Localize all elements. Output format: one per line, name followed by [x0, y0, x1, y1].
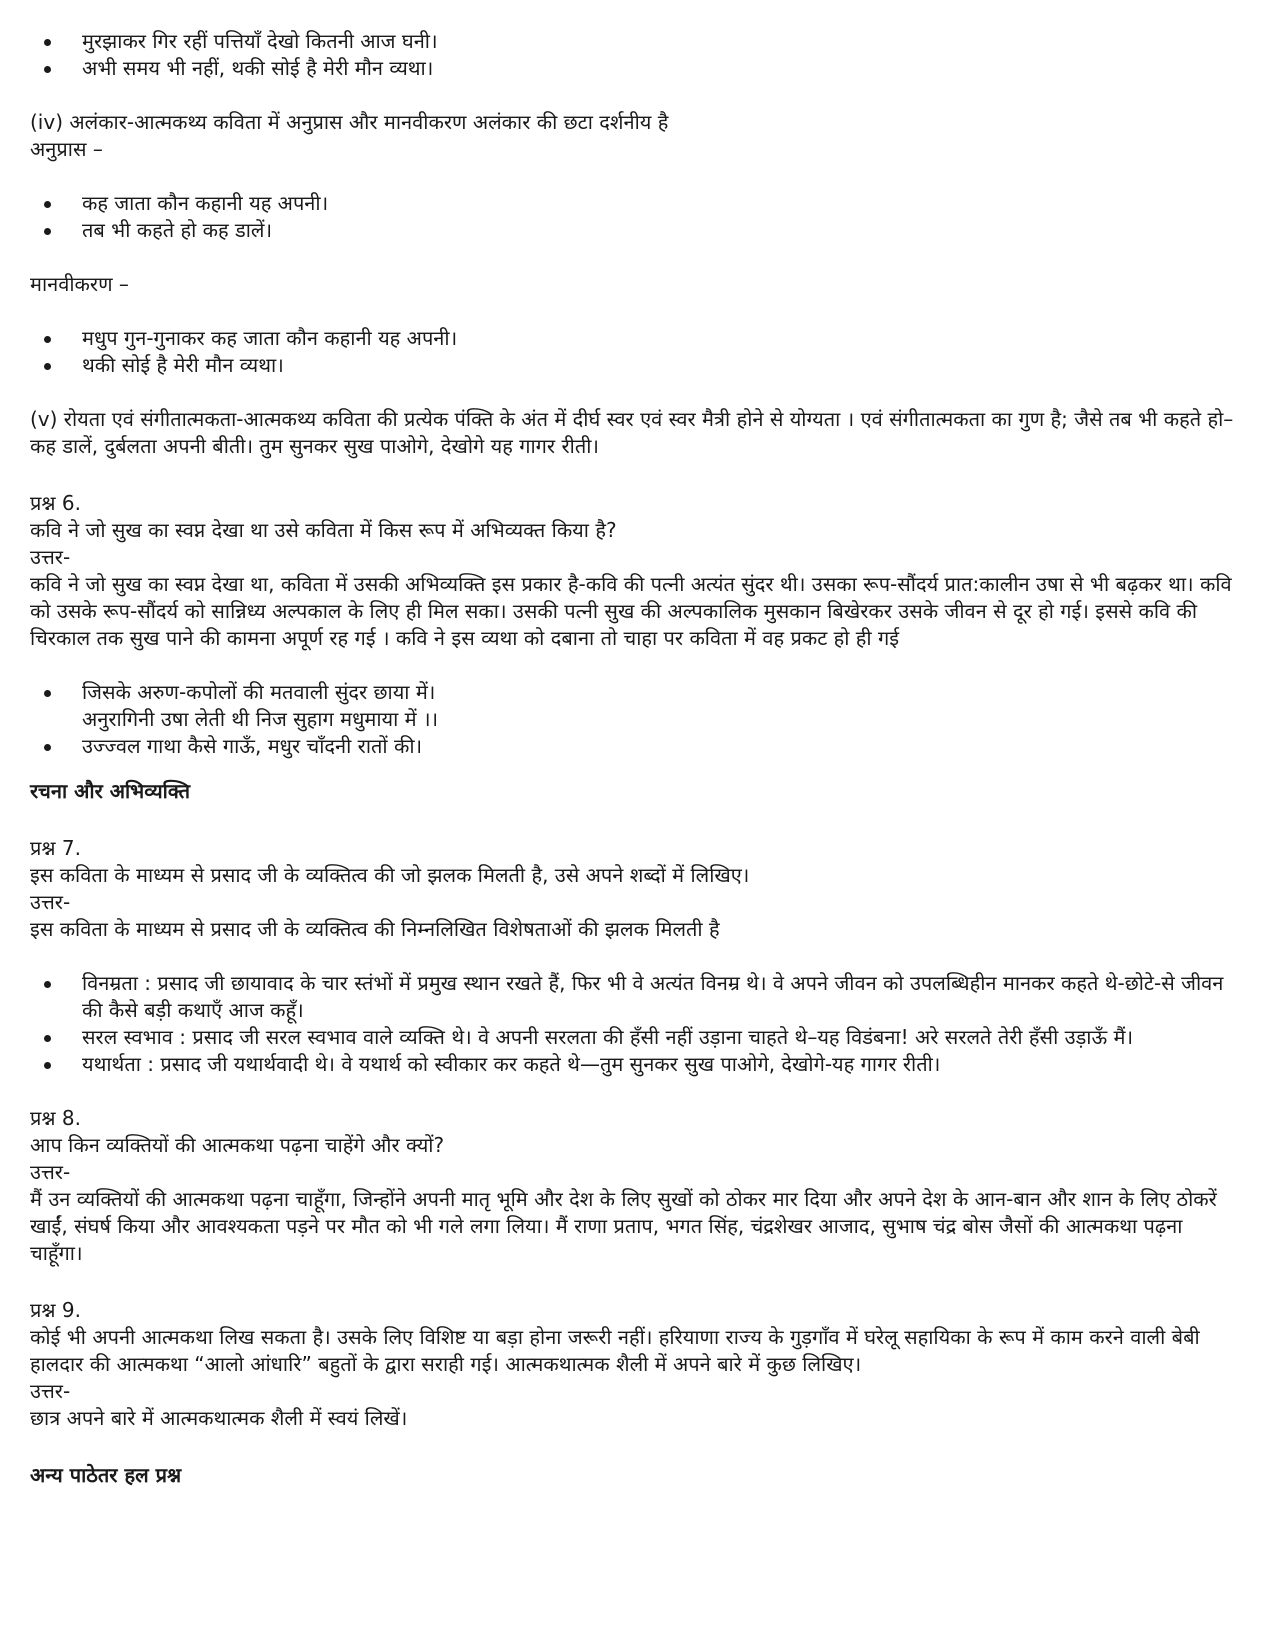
manvikaran-label: मानवीकरण – — [30, 272, 129, 296]
answer-7-text: इस कविता के माध्यम से प्रसाद जी के व्यक्तित्व की निम्नलिखित विशेषताओं की झलक मिलती है — [30, 917, 720, 941]
answer-6-label: उत्तर- — [30, 545, 71, 569]
answer-8-label: उत्तर- — [30, 1160, 71, 1184]
question-7-text: इस कविता के माध्यम से प्रसाद जी के व्यक्तित्व की जो झलक मिलती है, उसे अपने शब्दों में लिखिए। — [30, 863, 750, 887]
anupras-list — [30, 190, 1239, 244]
list-item: अभी समय भी नहीं, थकी सोई है मेरी मौन व्यथा। — [30, 55, 1239, 82]
list-item — [30, 679, 1239, 733]
anupras-label: अनुप्रास – — [30, 137, 103, 161]
list-item: मधुप गुन-गुनाकर कह जाता कौन कहानी यह अपनी। — [30, 325, 1239, 352]
verse-line: जिसके अरुण-कपोलों की मतवाली सुंदर छाया में। — [82, 680, 436, 704]
list-item: सरल स्वभाव : प्रसाद जी सरल स्वभाव वाले व्यक्ति थे। वे अपनी सरलता की हँसी नहीं उड़ाना चाहते थे–यह विडंबना! अरे सरलते तेरी हँसी उड़ाऊँ मैं। — [30, 1024, 1239, 1051]
section-heading: रचना और अभिव्यक्ति — [30, 779, 190, 803]
list-item: थकी सोई है मेरी मौन व्यथा। — [30, 352, 1239, 379]
question-7-label: प्रश्न 7. — [30, 836, 81, 860]
answer-7-traits — [30, 970, 1239, 1078]
alankar-intro: (iv) अलंकार-आत्मकथ्य कविता में अनुप्रास और मानवीकरण अलंकार की छटा दर्शनीय है — [30, 110, 669, 134]
answer-7-label: उत्तर- — [30, 890, 71, 914]
list-item: तब भी कहते हो कह डालें। — [30, 217, 1239, 244]
point-v-paragraph: (v) रोयता एवं संगीतात्मकता-आत्मकथ्य कविता की प्रत्येक पंक्ति के अंत में दीर्घ स्वर एवं स्वर मैत्री होने से योग्यता । एवं संगीतात्मकता का गुण है; जैसे तब भी कहते हो–कह डालें, दुर्बलता अपनी बीती। तुम सुनकर सुख पाओगे, देखोगे यह गागर रीती। — [30, 407, 1234, 458]
answer-6-text: कवि ने जो सुख का स्वप्न देखा था, कविता में उसकी अभिव्यक्ति इस प्रकार है-कवि की पत्नी अत्यंत सुंदर थी। उसका रूप-सौंदर्य प्रात:कालीन उषा से भी बढ़कर था। कवि को उसके रूप-सौंदर्य को सान्निध्य अल्पकाल के लिए ही मिल सका। उसकी पत्नी सुख की अल्पकालिक मुसकान बिखेरकर उसके जीवन से दूर हो गई। इससे कवि की चिरकाल तक सुख पाने की कामना अपूर्ण रह गई । कवि ने इस व्यथा को दबाना तो चाहा पर कविता में वह प्रकट हो ही गई — [30, 572, 1232, 650]
footer-heading: अन्य पाठेतर हल प्रश्न — [30, 1463, 182, 1487]
question-6-text: कवि ने जो सुख का स्वप्न देखा था उसे कविता में किस रूप में अभिव्यक्त किया है? — [30, 518, 617, 542]
list-item: मुरझाकर गिर रहीं पत्तियाँ देखो कितनी आज घनी। — [30, 28, 1239, 55]
verse-line: उज्ज्वल गाथा कैसे गाऊँ, मधुर चाँदनी रातों की। — [82, 734, 423, 758]
answer-9-label: उत्तर- — [30, 1379, 71, 1403]
question-8-text: आप किन व्यक्तियों की आत्मकथा पढ़ना चाहेंगे और क्यों? — [30, 1133, 445, 1157]
question-8-label: प्रश्न 8. — [30, 1106, 81, 1130]
question-6-label: प्रश्न 6. — [30, 491, 81, 515]
list-item: विनम्रता : प्रसाद जी छायावाद के चार स्तंभों में प्रमुख स्थान रखते हैं, फिर भी वे अत्यंत विनम्र थे। वे अपने जीवन को उपलब्धिहीन मानकर कहते थे-छोटे-से जीवन की कैसे बड़ी कथाएँ आज कहूँ। — [30, 970, 1239, 1024]
list-item: यथार्थता : प्रसाद जी यथार्थवादी थे। वे यथार्थ को स्वीकार कर कहते थे—तुम सुनकर सुख पाओगे, देखोगे-यह गागर रीती। — [30, 1051, 1239, 1078]
question-9-label: प्रश्न 9. — [30, 1298, 81, 1322]
question-9-text: कोई भी अपनी आत्मकथा लिख सकता है। उसके लिए विशिष्ट या बड़ा होना जरूरी नहीं। हरियाणा राज्य के गुड़गाँव में घरेलू सहायिका के रूप में काम करने वाली बेबी हालदार की आत्मकथा “आलो आंधारि” बहुतों के द्वारा सराही गई। आत्मकथात्मक शैली में अपने बारे में कुछ लिखिए। — [30, 1325, 1200, 1376]
answer-8-text: मैं उन व्यक्तियों की आत्मकथा पढ़ना चाहूँगा, जिन्होंने अपनी मातृ भूमि और देश के लिए सुखों को ठोकर मार दिया और अपने देश के आन-बान और शान के लिए ठोकरें खाईं, संघर्ष किया और आवश्यकता पड़ने पर मौत को भी गले लगा लिया। मैं राणा प्रताप, भगत सिंह, चंद्रशेखर आजाद, सुभाष चंद्र बोस जैसों की आत्मकथा पढ़ना चाहूँगा। — [30, 1187, 1217, 1265]
list-item — [30, 733, 1239, 760]
answer-6-verses — [30, 679, 1239, 760]
verse-line: अनुरागिनी उषा लेती थी निज सुहाग मधुमाया में ।। — [82, 707, 439, 731]
manvikaran-list — [30, 325, 1239, 379]
answer-9-text: छात्र अपने बारे में आत्मकथात्मक शैली में स्वयं लिखें। — [30, 1406, 408, 1430]
verse-list — [30, 28, 1239, 82]
list-item: कह जाता कौन कहानी यह अपनी। — [30, 190, 1239, 217]
